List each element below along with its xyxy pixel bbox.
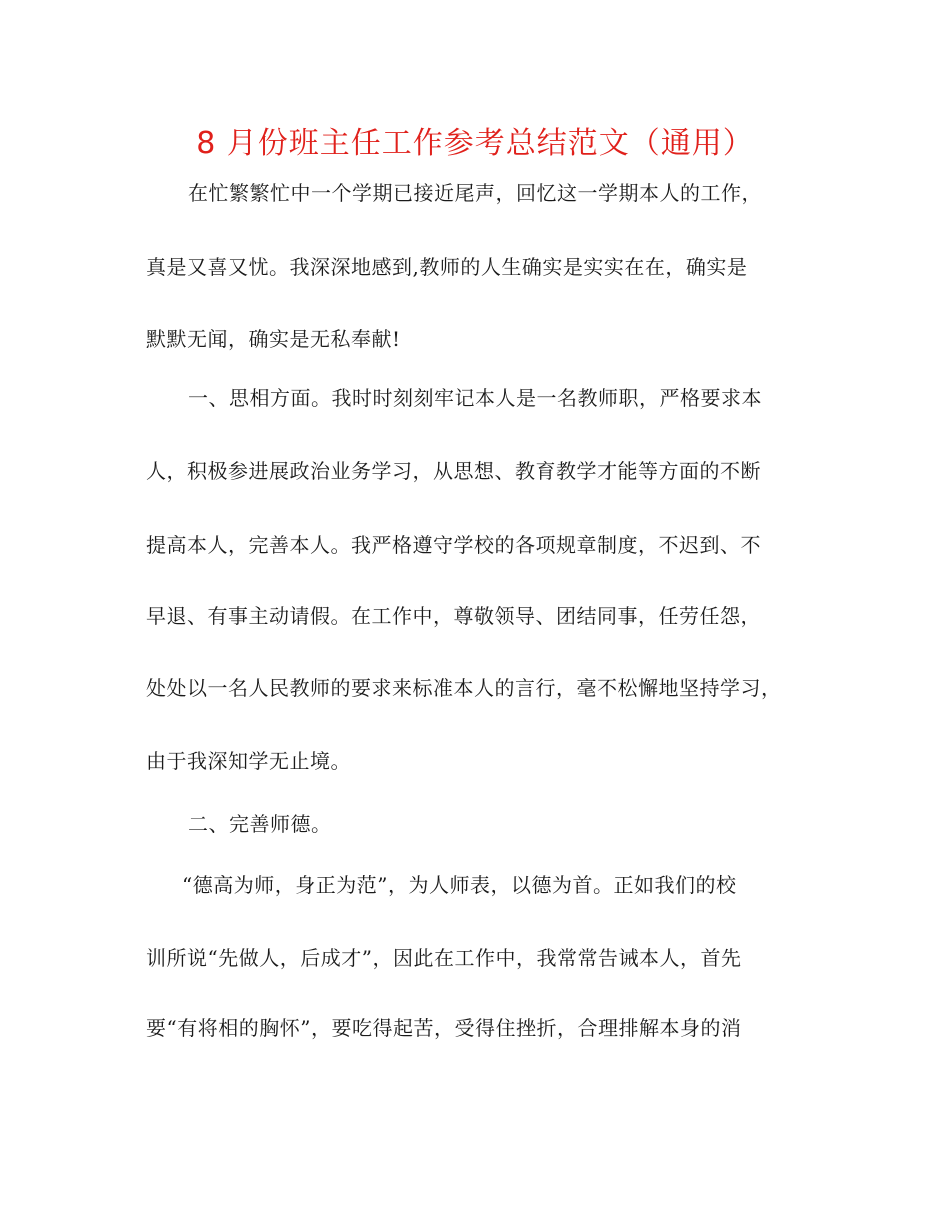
paragraph-line: 要“有将相的胸怀”，要吃得起苦，受得住挫折，合理排解本身的消 xyxy=(146,1016,742,1040)
section-heading: 二、完善师德。 xyxy=(188,812,332,836)
paragraph-line: 处处以一名人民教师的要求来标准本人的言行，毫不松懈地坚持学习， xyxy=(146,676,782,700)
paragraph-line: 提高本人，完善本人。我严格遵守学校的各项规章制度，不迟到、不 xyxy=(146,533,761,557)
paragraph-line: 真是又喜又忧。我深深地感到,教师的人生确实是实实在在，确实是 xyxy=(146,255,748,279)
paragraph-line: 早退、有事主动请假。在工作中，尊敬领导、团结同事，任劳任怨， xyxy=(146,604,761,628)
paragraph-line: 默默无闻，确实是无私奉献! xyxy=(146,327,401,351)
paragraph-line: 一、思相方面。我时时刻刻牢记本人是一名教师职，严格要求本 xyxy=(188,386,762,410)
paragraph-line: 训所说“先做人，后成才”，因此在工作中，我常常告诫本人，首先 xyxy=(146,946,742,970)
paragraph-line: 由于我深知学无止境。 xyxy=(146,749,351,773)
paragraph-line: 在忙繁繁忙中一个学期已接近尾声，回忆这一学期本人的工作， xyxy=(188,181,762,205)
paragraph-line: “德高为师，身正为范”，为人师表，以德为首。正如我们的校 xyxy=(182,873,737,897)
document-title: 8 月份班主任工作参考总结范文（通用） xyxy=(196,126,754,161)
paragraph-line: 人，积极参进展政治业务学习，从思想、教育教学才能等方面的不断 xyxy=(146,459,761,483)
